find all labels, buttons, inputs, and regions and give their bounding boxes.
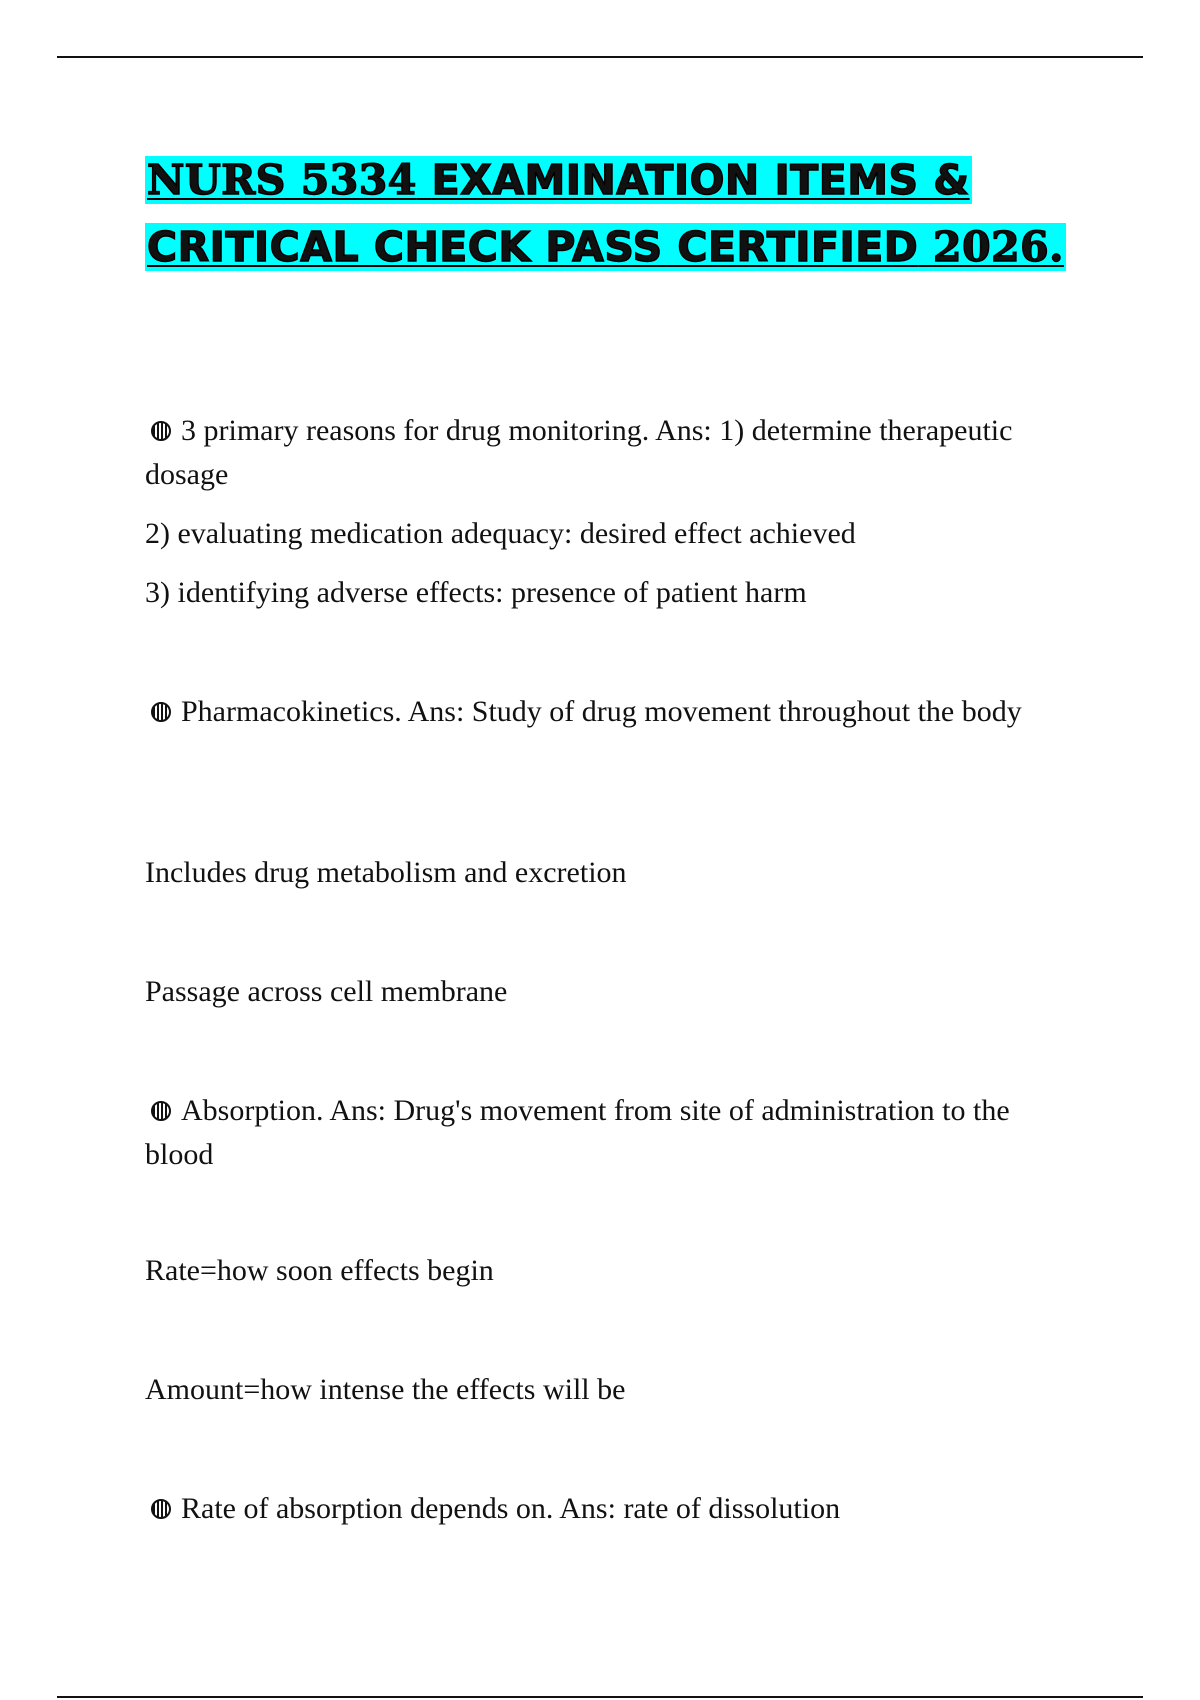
paragraph-text: Rate of absorption depends on. Ans: rate of dissolution (181, 1492, 841, 1525)
paragraph-rate (145, 1249, 1045, 1293)
document-title (145, 147, 1105, 281)
bullet-icon (151, 1499, 171, 1519)
bullet-icon (151, 1101, 171, 1121)
paragraph-text: 3 primary reasons for drug monitoring. Ans: 1) determine therapeutic dosage (145, 414, 1013, 491)
title-line-1 (145, 156, 972, 204)
title-line-2-text: CRITICAL CHECK PASS CERTIFIED (147, 223, 919, 271)
title-year: 2026. (933, 223, 1064, 271)
paragraph-text: 2) evaluating medication adequacy: desired effect achieved (145, 517, 856, 550)
bullet-icon (151, 421, 171, 441)
top-rule (57, 56, 1143, 58)
paragraph-reason-3 (145, 571, 1045, 615)
paragraph-text: Pharmacokinetics. Ans: Study of drug movement throughout the body (181, 695, 1022, 728)
paragraph-text: 3) identifying adverse effects: presence of patient harm (145, 576, 807, 609)
bottom-rule (57, 1696, 1143, 1698)
paragraph-metabolism (145, 851, 1045, 895)
title-line-2 (145, 223, 1066, 271)
paragraph-amount (145, 1368, 1045, 1412)
title-line-1-text: EXAMINATION ITEMS & (431, 156, 970, 204)
paragraph-cell-membrane (145, 970, 1045, 1014)
title-course-code: NURS 5334 (147, 156, 417, 204)
paragraph-absorption (145, 1089, 1045, 1177)
paragraph-text: Amount=how intense the effects will be (145, 1373, 626, 1406)
paragraph-text: Passage across cell membrane (145, 975, 508, 1008)
paragraph-text: Rate=how soon effects begin (145, 1254, 494, 1287)
paragraph-reason-2 (145, 512, 1045, 556)
paragraph-rate-of-absorption (145, 1487, 1045, 1531)
paragraph-text: Absorption. Ans: Drug's movement from site of administration to the blood (145, 1094, 1010, 1171)
bullet-icon (151, 702, 171, 722)
paragraph-pharmacokinetics (145, 690, 1045, 734)
paragraph-text: Includes drug metabolism and excretion (145, 856, 627, 889)
paragraph-drug-monitoring (145, 409, 1045, 497)
